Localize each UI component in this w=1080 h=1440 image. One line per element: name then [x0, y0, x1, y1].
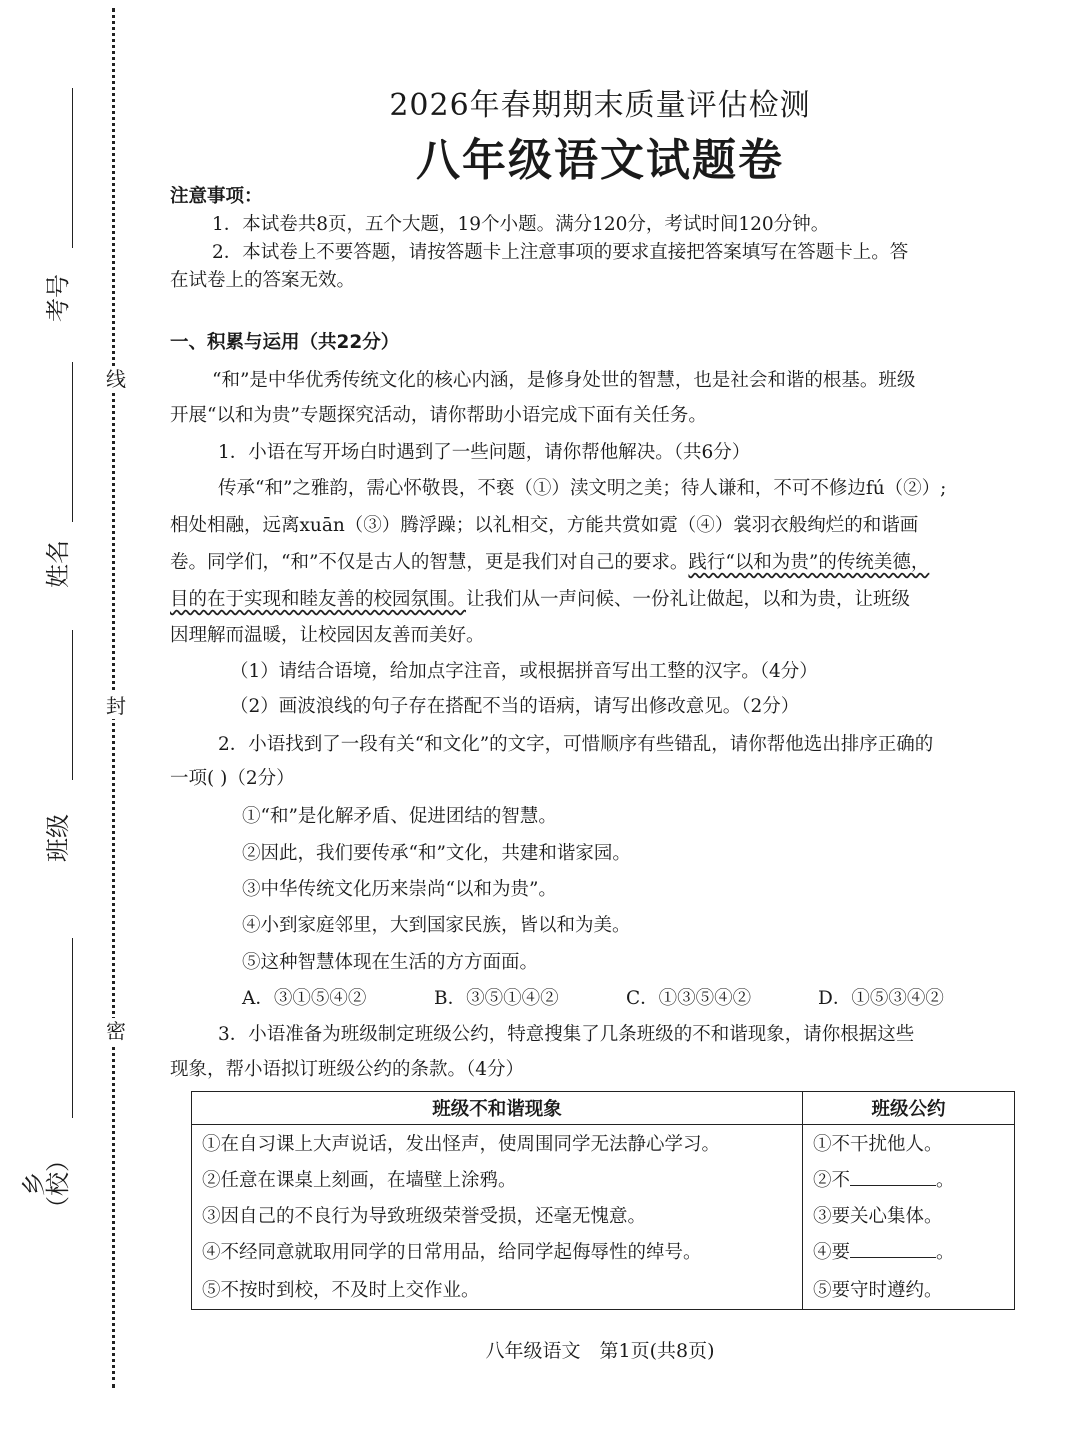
convention-cell	[803, 1233, 1015, 1269]
q2-stem-cont: 一项( )（2分）	[170, 768, 295, 789]
name-label: 姓名	[44, 540, 72, 588]
page-footer: 八年级语文 第1页(共8页)	[485, 1340, 715, 1362]
q1-passage-rest: 让我们从一声问候、一份礼让做起，以和为贵，让班级	[466, 589, 911, 610]
q1-passage-line-1: 传承“和”之雅韵，需心怀敬畏，不亵（①）渎文明之美；待人谦和，不可不修边fú（②）;	[218, 478, 947, 499]
q2-sentence-5: ⑤这种智慧体现在生活的方方面面。	[242, 952, 539, 973]
convention-suffix: 。	[936, 1242, 955, 1263]
paper-title: 八年级语文试题卷	[416, 135, 784, 186]
convention-cell: ①不干扰他人。	[803, 1125, 1015, 1162]
convention-suffix: 。	[936, 1170, 955, 1191]
school-label: 乡（校）	[20, 1148, 72, 1220]
q3-stem-cont: 现象，帮小语拟订班级公约的条款。（4分）	[170, 1059, 525, 1080]
seal-char-feng: 封	[106, 694, 126, 718]
q2-sentence-3: ③中华传统文化历来崇尚“以和为贵”。	[242, 879, 557, 900]
exam-name: 2026年春期期末质量评估检测	[389, 88, 811, 123]
notice-heading: 注意事项：	[170, 186, 263, 207]
table-row	[192, 1269, 1015, 1310]
convention-prefix: ②不	[813, 1170, 851, 1191]
q2-option-b: B．③⑤①④②	[434, 988, 559, 1009]
q1-sub-1: （1）请结合语境，给加点字注音，或根据拼音写出工整的汉字。（4分）	[230, 661, 818, 682]
class-label: 班级	[44, 814, 72, 862]
convention-prefix: ④要	[813, 1242, 851, 1263]
seal-char-xian: 线	[106, 367, 126, 391]
table-row	[192, 1197, 1015, 1233]
convention-cell	[803, 1161, 1015, 1197]
phenomenon-cell: ④不经同意就取用同学的日常用品，给同学起侮辱性的绰号。	[192, 1233, 803, 1269]
q2-option-a: A．③①⑤④②	[242, 988, 367, 1009]
q1-passage-line-3	[170, 550, 929, 576]
q2-option-c: C．①③⑤④②	[626, 988, 752, 1009]
q1-sub-2: （2）画波浪线的句子存在搭配不当的语病，请写出修改意见。（2分）	[230, 696, 800, 717]
q1-passage-line-4	[170, 587, 910, 613]
q1-passage-line-2: 相处相融，远离xuān（③）腾浮躁；以礼相交，方能共赏如霓（④）裳羽衣般绚烂的和谐画	[170, 515, 919, 536]
q1-passage-plain: 卷。同学们，“和”不仅是古人的智慧，更是我们对自己的要求。	[170, 552, 689, 573]
notice-item-2: 2．本试卷上不要答题，请按答题卡上注意事项的要求直接把答案填写在答题卡上。答	[212, 242, 909, 263]
table-row	[192, 1161, 1015, 1197]
q1-stem: 1．小语在写开场白时遇到了一些问题，请你帮他解决。（共6分）	[218, 442, 751, 463]
phenomenon-cell: ①在自习课上大声说话，发出怪声，使周围同学无法静心学习。	[192, 1125, 803, 1162]
notice-item-1: 1．本试卷共8页，五个大题，19个小题。满分120分，考试时间120分钟。	[212, 214, 830, 235]
wavy-sentence-part-2: 目的在于实现和睦友善的校园氛围。	[170, 589, 467, 610]
notice-item-2-cont: 在试卷上的答案无效。	[170, 270, 356, 291]
q2-sentence-1: ①“和”是化解矛盾、促进团结的智慧。	[242, 806, 557, 827]
convention-cell: ③要关心集体。	[803, 1197, 1015, 1233]
answer-blank[interactable]	[850, 1239, 936, 1258]
name-line	[72, 362, 73, 522]
table-header-phenomena: 班级不和谐现象	[192, 1092, 803, 1125]
class-convention-table	[191, 1091, 1015, 1310]
phenomenon-cell: ③因自己的不良行为导致班级荣誉受损，还毫无愧意。	[192, 1197, 803, 1233]
seal-char-mi: 密	[106, 1019, 126, 1043]
school-line	[72, 938, 73, 1118]
q2-option-d: D．①⑤③④②	[818, 988, 944, 1009]
answer-blank[interactable]	[850, 1167, 936, 1186]
exam-number-label: 考号	[44, 274, 72, 322]
section-1-intro-line-2: 开展“以和为贵”专题探究活动，请你帮助小语完成下面有关任务。	[170, 405, 707, 426]
q2-stem: 2．小语找到了一段有关“和文化”的文字，可惜顺序有些错乱，请你帮他选出排序正确的	[218, 734, 934, 755]
section-1-heading: 一、积累与运用（共22分）	[170, 332, 400, 353]
wavy-sentence-part-1: 践行“以和为贵”的传统美德，	[688, 552, 930, 573]
q1-passage-line-5: 因理解而温暖，让校园因友善而美好。	[170, 625, 485, 646]
table-header-convention: 班级公约	[803, 1092, 1015, 1125]
q3-stem: 3．小语准备为班级制定班级公约，特意搜集了几条班级的不和谐现象，请你根据这些	[218, 1024, 915, 1045]
section-1-intro-line-1: “和”是中华优秀传统文化的核心内涵，是修身处世的智慧，也是社会和谐的根基。班级	[212, 370, 916, 391]
class-line	[72, 630, 73, 780]
phenomenon-cell: ②任意在课桌上刻画，在墙壁上涂鸦。	[192, 1161, 803, 1197]
phenomenon-cell: ⑤不按时到校，不及时上交作业。	[192, 1269, 803, 1310]
q2-sentence-2: ②因此，我们要传承“和”文化，共建和谐家园。	[242, 843, 631, 864]
table-row	[192, 1233, 1015, 1269]
table-row	[192, 1125, 1015, 1162]
q2-sentence-4: ④小到家庭邻里，大到国家民族，皆以和为美。	[242, 915, 631, 936]
convention-cell: ⑤要守时遵约。	[803, 1269, 1015, 1310]
